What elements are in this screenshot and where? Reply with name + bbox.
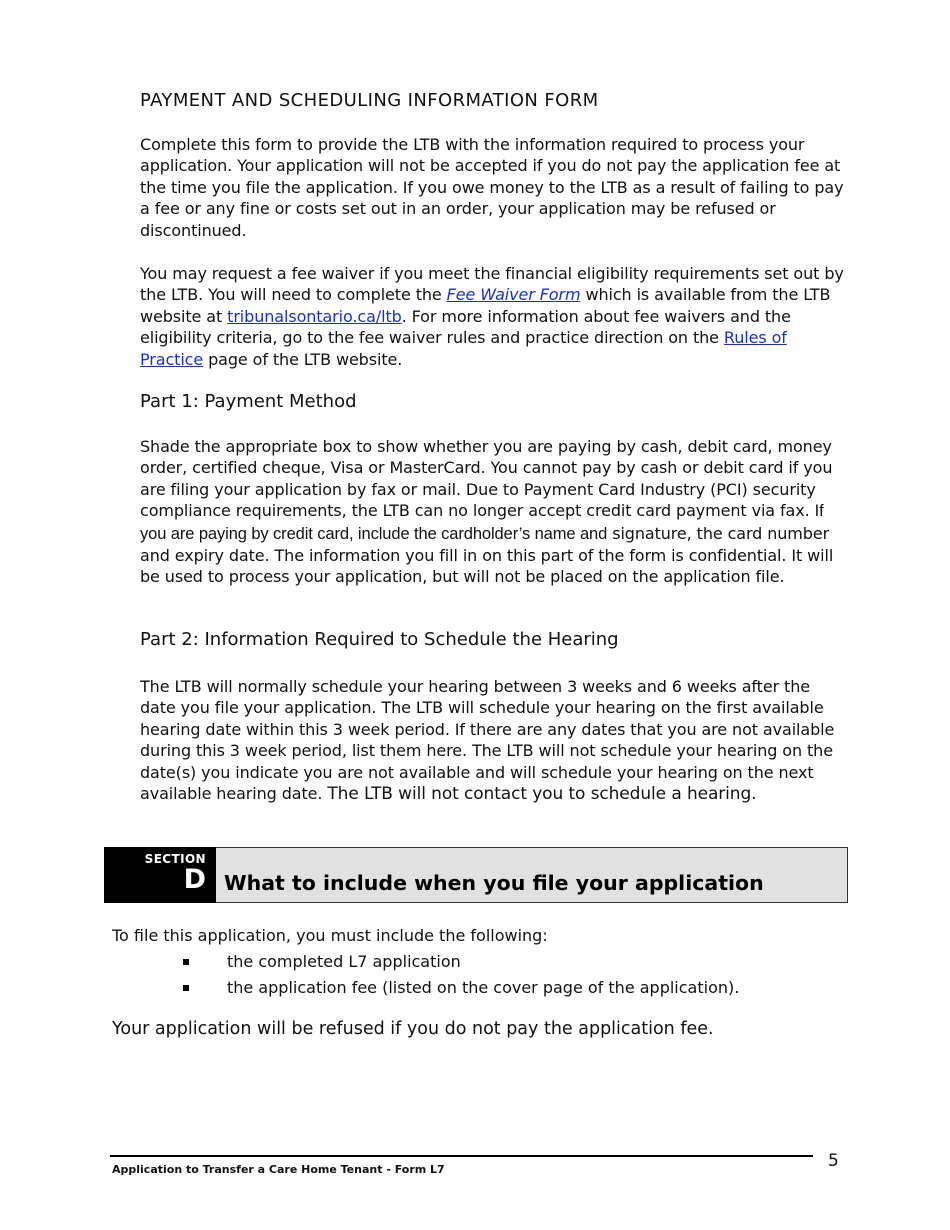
part1-text-c: signature, the card number and expiry date. The information you fill in on this part of the form is confidential. It will be used to process your application, but will not be placed on the application file. bbox=[140, 523, 834, 587]
intro-paragraph-block bbox=[140, 134, 845, 241]
part2-paragraph bbox=[140, 676, 845, 805]
page-number: 5 bbox=[828, 1151, 839, 1171]
list-item-text: the completed L7 application bbox=[227, 952, 461, 971]
include-intro: To file this application, you must include the following: bbox=[112, 926, 548, 945]
form-title-block bbox=[140, 90, 845, 111]
section-letter: D bbox=[183, 864, 206, 895]
footer-divider bbox=[110, 1155, 813, 1157]
fee-waiver-block bbox=[140, 263, 845, 370]
part2-text-a: The LTB will normally schedule your hearing between 3 weeks and 6 weeks after the date you file your application. The LTB will schedule your hearing on the first available hearing date within this 3 week period. If there are any dates that you are not available during this 3 week period, list them here. The LTB will not schedule your hearing on the date(s) you indicate you are not available and will schedule your hearing on the next available hearing date. bbox=[140, 677, 835, 804]
section-title: What to include when you file your application bbox=[216, 847, 848, 903]
part1-text-a: Shade the appropriate box to show whether you are paying by cash, debit card, money order, certified cheque, Visa or MasterCard. You cannot pay by cash or debit card if you are filing your application by fax or mail. Due to Payment Card Industry (PCI) security compliance requirements, the LTB can no longer accept credit card payment via fax. bbox=[140, 437, 833, 521]
list-item bbox=[180, 978, 739, 1004]
footer-form-title: Application to Transfer a Care Home Tenant - Form L7 bbox=[112, 1163, 445, 1176]
part1-block bbox=[140, 436, 845, 588]
form-title: PAYMENT AND SCHEDULING INFORMATION FORM bbox=[140, 90, 599, 111]
website-link[interactable]: tribunalsontario.ca/ltb bbox=[227, 306, 402, 326]
fee-waiver-text-3: . For more information about fee waivers and the eligibility criteria, go to the fee waiver rules and practice direction on the bbox=[140, 306, 791, 348]
part1-text-b: If you are paying by credit card, include the cardholder’s name and bbox=[140, 502, 824, 543]
list-item bbox=[180, 952, 739, 978]
list-item-text: the application fee (listed on the cover page of the application). bbox=[227, 978, 740, 997]
part1-paragraph bbox=[140, 436, 845, 588]
include-list bbox=[180, 952, 739, 1004]
rules-of-practice-link[interactable]: Rules of Practice bbox=[140, 328, 787, 369]
part1-heading: Part 1: Payment Method bbox=[140, 391, 357, 412]
section-d-header bbox=[104, 847, 848, 903]
section-label: SECTION bbox=[144, 852, 206, 866]
part2-heading: Part 2: Information Required to Schedule the Hearing bbox=[140, 629, 619, 650]
part2-block bbox=[140, 676, 845, 805]
square-bullet-icon bbox=[183, 959, 189, 965]
intro-paragraph: Complete this form to provide the LTB with the information required to process your application. Your application will not be accepted if you do not pay the application fee at the time you file the application. If you owe money to the LTB as a result of failing to pay a fee or any fine or costs set out in an order, your application may be refused or discontinued. bbox=[140, 135, 844, 240]
part2-heading-block bbox=[140, 629, 845, 650]
part1-heading-block bbox=[140, 391, 845, 412]
fee-waiver-paragraph bbox=[140, 263, 845, 370]
fee-waiver-text-1: You may request a fee waiver if you meet the financial eligibility requirements set out by the LTB. You will need to complete the bbox=[140, 264, 844, 305]
fee-waiver-form-link[interactable]: Fee Waiver Form bbox=[446, 285, 581, 305]
square-bullet-icon bbox=[183, 985, 189, 991]
section-label-box bbox=[104, 847, 216, 903]
fee-waiver-text-2: which is available from the LTB website at bbox=[140, 285, 831, 326]
part2-text-b: The LTB will not contact you to schedule a hearing. bbox=[327, 784, 757, 805]
refused-warning: Your application will be refused if you do not pay the application fee. bbox=[112, 1019, 714, 1039]
fee-waiver-text-4: page of the LTB website. bbox=[208, 349, 403, 369]
